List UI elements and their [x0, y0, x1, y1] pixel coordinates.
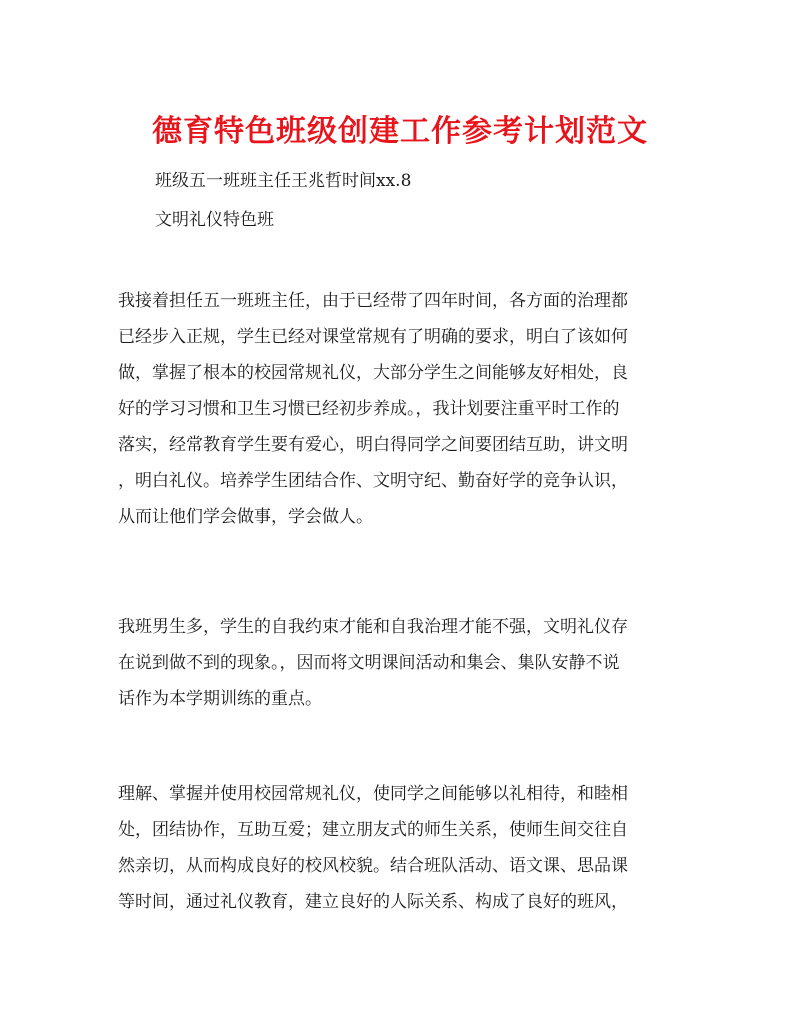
- class-info-line: 班级五一班班主任王兆哲时间xx.8: [155, 171, 412, 191]
- paragraph-line: 我接着担任五一班班主任，由于已经带了四年时间，各方面的治理都: [118, 291, 628, 311]
- paragraph-line: 我班男生多，学生的自我约束才能和自我治理才能不强，文明礼仪存: [118, 617, 628, 637]
- paragraph-line: 在说到做不到的现象。，因而将文明课间活动和集会、集队安静不说: [118, 653, 620, 673]
- paragraph-line: 已经步入正规，学生已经对课堂常规有了明确的要求，明白了该如何: [118, 327, 628, 347]
- paragraph-line: 等时间，通过礼仪教育，建立良好的人际关系、构成了良好的班风，: [118, 892, 628, 912]
- paragraph-line: ，明白礼仪。培养学生团结合作、文明守纪、勤奋好学的竞争认识，: [118, 471, 628, 491]
- paragraph-line: 好的学习习惯和卫生习惯已经初步养成。，我计划要注重平时工作的: [118, 399, 620, 419]
- paragraph-1: [118, 283, 678, 535]
- paragraph-line: 理解、掌握并使用校园常规礼仪，使同学之间能够以礼相待，和睦相: [118, 784, 628, 804]
- class-feature-line: 文明礼仪特色班: [155, 210, 274, 230]
- paragraph-line: 然亲切，从而构成良好的校风校貌。结合班队活动、语文课、思品课: [118, 856, 628, 876]
- paragraph-line: 处，团结协作，互助互爱；建立朋友式的师生关系，使师生间交往自: [118, 820, 628, 840]
- paragraph-3: [118, 776, 678, 920]
- paragraph-line: 落实，经常教育学生要有爱心，明白得同学之间要团结互助，讲文明: [118, 435, 628, 455]
- paragraph-line: 话作为本学期训练的重点。: [118, 689, 322, 709]
- paragraph-2: [118, 609, 678, 717]
- paragraph-line: 从而让他们学会做事，学会做人。: [118, 507, 373, 527]
- paragraph-line: 做，掌握了根本的校园常规礼仪，大部分学生之间能够友好相处，良: [118, 363, 628, 383]
- document-title: 德育特色班级创建工作参考计划范文: [152, 114, 648, 149]
